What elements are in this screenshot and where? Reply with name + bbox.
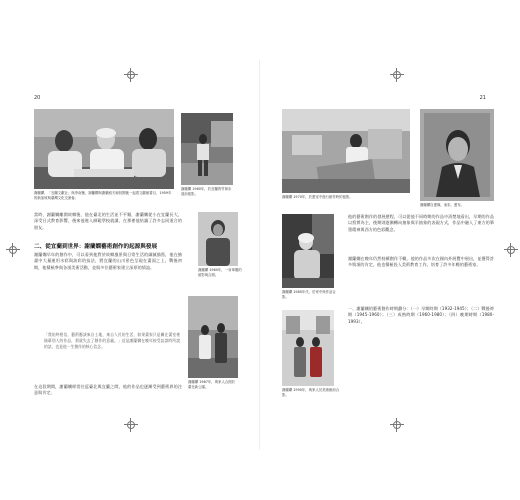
photo-museum-visit-image (282, 310, 334, 386)
photo-museum-visit (282, 310, 334, 386)
body-text-closing: 在這段期間，謝蘭嫻經常往返臺北與宜蘭之間，他的作品也逐漸受到藝術界的注意與肯定。 (34, 384, 182, 396)
photo-home-portrait-image (282, 214, 334, 288)
caption-photo-8: 謝蘭嫻 1990年，與家人於美術館前合影。 (282, 388, 340, 397)
photo-uniform-portrait-image (198, 212, 238, 266)
registration-mark-icon (390, 68, 404, 82)
block-quote: 「我始終相信，藝術應該來自土地，來自人民的生活，如果畫家只是關在畫室裡描摹別人的作品，那就失去了創作的意義。」這是謝蘭嫻在晚年接受訪談時所說的話，也是他一生創作的核心信念。 (44, 332, 180, 349)
caption-photo-1: 謝蘭嫻、「宜蘭文獻社」與李南衡，謝蘭嫻與謝蘭庭夫婦回國後一起看文獻館書目，1959年的新加坡與臺灣文化交流會。 (34, 191, 172, 200)
photo-self-portrait-painting-image (420, 109, 494, 201)
caption-photo-6: 謝蘭嫻自畫像，油彩，畫布。 (420, 203, 465, 207)
caption-photo-4: 謝蘭嫻 1967年，與家人合照於臺北新公園。 (188, 380, 236, 389)
body-text-development: 他的藝術創作的發展歷程，可以從他不同時期的作品中清楚地看出，早期的作品以寫實為主，後期則逐漸轉向抽象與半抽象的表現方式，作品中融入了東方的筆墨精神與西方的色彩觀念。 (348, 214, 494, 232)
photo-group-meeting-image (34, 109, 174, 189)
body-text-main: 謝蘭嫻早年的創作中，可以看到他對於故鄉風景與日常生活的細膩描寫，他在繪畫中大量運用水彩與油彩的技法，將宜蘭的山川景色呈現在畫面之上。戰後初期，他積極參與各項美術活動，並與多位藝術家建立深厚的情誼。 (34, 252, 182, 270)
photo-outdoor-portrait-image (181, 113, 233, 185)
page-number-right: 21 (479, 95, 486, 101)
registration-mark-icon (124, 418, 138, 432)
photo-home-portrait (282, 214, 334, 288)
body-text-later-years: 謝蘭嫻在晚年仍然持續創作不輟，他的作品多次在國內外展覽中展出，並獲得許多獎項的肯定，他也積極投入美術教育工作，培育了許多年輕的藝術家。 (348, 256, 494, 268)
caption-photo-5: 謝蘭嫻 1970年，於畫室中進行創作時的留影。 (282, 195, 353, 199)
caption-photo-2: 謝蘭嫻 1960年，於宜蘭的竹林步道前留影。 (181, 187, 232, 196)
photo-group-meeting (34, 109, 174, 189)
photo-outdoor-portrait (181, 113, 233, 185)
photo-uniform-portrait (198, 212, 238, 266)
photo-couple-park-image (188, 296, 238, 378)
body-text-periods: 一、謝蘭嫻的藝術創作時期劃分：（一）早期時期（1932-1945）；（二）戰後時期（1945-1960）；（三）成熟時期（1960-1980）；（四）晚期時期（1980-1993）。 (348, 306, 494, 324)
photo-studio-image (282, 109, 410, 193)
section-heading: 二、從宜蘭到世界：謝蘭嫻藝術創作的起源與發展 (34, 244, 158, 250)
right-page (260, 0, 520, 500)
body-text-intro: 當時，謝蘭嫻離開故鄉後，他在臺北的生活並不平順，謝蘭嫻從小在宜蘭長大，深受日式教育影響，後來他進入師範學校就讀，在那裡他結識了許多志同道合的朋友。 (34, 212, 182, 230)
registration-mark-icon (6, 243, 20, 257)
caption-photo-7: 謝蘭嫻 1980年代，於家中與作品合影。 (282, 290, 336, 299)
page-number-left: 20 (34, 95, 41, 101)
registration-mark-icon (390, 418, 404, 432)
photo-self-portrait-painting (420, 109, 494, 201)
registration-mark-icon (504, 243, 518, 257)
registration-mark-icon (124, 68, 138, 82)
photo-couple-park (188, 296, 238, 378)
caption-photo-3: 謝蘭嫻 1960年，一身軍服的留影與合照。 (198, 268, 242, 277)
photo-studio (282, 109, 410, 193)
